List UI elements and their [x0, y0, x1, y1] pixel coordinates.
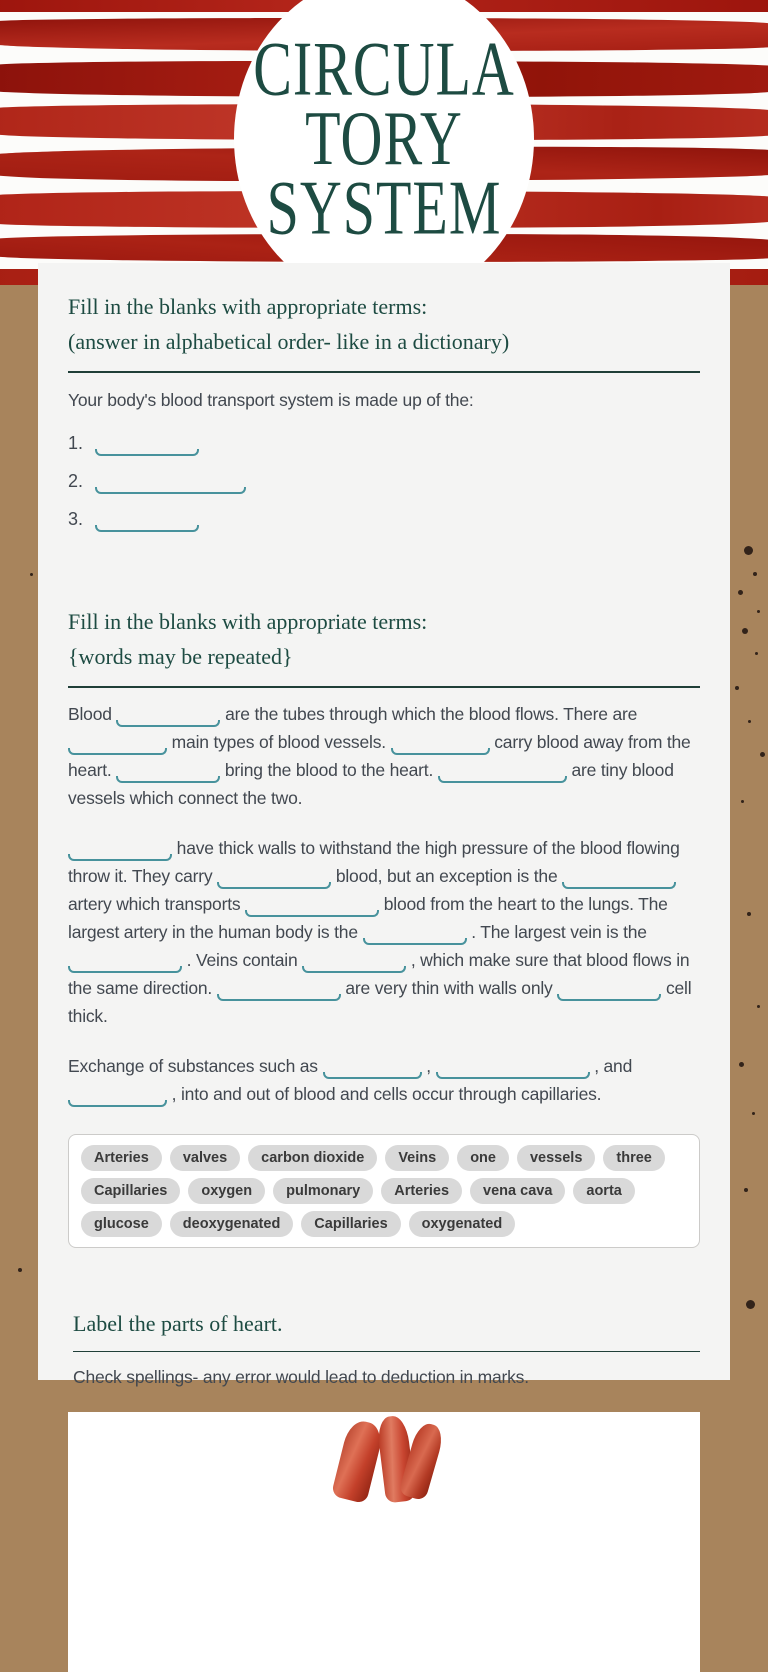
- section-label-heart: [68, 1306, 700, 1672]
- paper-speck: [753, 572, 757, 576]
- fill-blank-input[interactable]: [95, 525, 199, 532]
- fill-blank-input[interactable]: [438, 776, 567, 783]
- page-title: [184, 24, 584, 252]
- word-chip[interactable]: oxygenated: [409, 1211, 516, 1237]
- heart-image: [68, 1412, 700, 1672]
- word-chip[interactable]: vena cava: [470, 1178, 565, 1204]
- page-title-line: SYSTEM: [266, 163, 502, 252]
- word-chip[interactable]: vessels: [517, 1145, 595, 1171]
- gapfill-paragraph: Exchange of substances such as , , and , into and out of blood and cells occur through capillaries.: [68, 1052, 700, 1108]
- section-divider: [68, 686, 700, 688]
- paper-speck: [752, 1112, 755, 1115]
- fill-blank-input[interactable]: [436, 1072, 590, 1079]
- fill-blank-input[interactable]: [68, 966, 182, 973]
- section-divider: [68, 371, 700, 373]
- fill-blank-input[interactable]: [116, 720, 220, 727]
- paper-speck: [30, 573, 33, 576]
- fill-blank-input[interactable]: [245, 910, 379, 917]
- page-title-line: TORY: [305, 94, 463, 182]
- word-chip[interactable]: carbon dioxide: [248, 1145, 377, 1171]
- fill-blank-input[interactable]: [95, 487, 246, 494]
- fill-blank-input[interactable]: [363, 938, 467, 945]
- spelling-note: Check spellings- any error would lead to deduction in marks.: [73, 1367, 529, 1387]
- paper-speck: [746, 1300, 755, 1309]
- fill-blank-input[interactable]: [391, 748, 490, 755]
- word-chip[interactable]: valves: [170, 1145, 240, 1171]
- word-chip[interactable]: three: [603, 1145, 664, 1171]
- paper-speck: [748, 720, 751, 723]
- numbered-blank-list: [68, 424, 700, 538]
- word-chip[interactable]: oxygen: [188, 1178, 265, 1204]
- paper-speck: [742, 628, 748, 634]
- paper-speck: [747, 912, 751, 916]
- fill-blank-input[interactable]: [562, 882, 676, 889]
- fill-blank-input[interactable]: [95, 449, 199, 456]
- fill-blank-input[interactable]: [323, 1072, 422, 1079]
- word-chip[interactable]: Capillaries: [301, 1211, 400, 1237]
- section-fill-blanks-1: [68, 289, 700, 538]
- paper-speck: [738, 590, 743, 595]
- fill-blank-input[interactable]: [302, 966, 406, 973]
- section-fill-blanks-2: [68, 604, 700, 1248]
- word-chip[interactable]: Arteries: [381, 1178, 462, 1204]
- page-title-line: CIRCULA: [253, 24, 515, 112]
- banner: [0, 0, 768, 285]
- fill-blank-input[interactable]: [68, 854, 172, 861]
- section-subheading: (answer in alphabetical order- like in a dictionary): [68, 329, 510, 354]
- heart-vessel-illustration: [331, 1418, 385, 1504]
- section-heading: Label the parts of heart.: [73, 1311, 283, 1336]
- paper-speck: [757, 1005, 760, 1008]
- paper-speck: [744, 1188, 748, 1192]
- word-chip[interactable]: deoxygenated: [170, 1211, 294, 1237]
- fill-blank-input[interactable]: [217, 882, 331, 889]
- worksheet-card: [38, 263, 730, 1387]
- fill-blank-input[interactable]: [116, 776, 220, 783]
- list-number: 3.: [68, 509, 84, 529]
- section-heading: [68, 289, 700, 359]
- list-item: [68, 424, 700, 462]
- list-item: [68, 462, 700, 500]
- section-divider: [73, 1351, 700, 1352]
- word-chip[interactable]: Capillaries: [81, 1178, 180, 1204]
- word-chip[interactable]: glucose: [81, 1211, 162, 1237]
- section-subheading: {words may be repeated}: [68, 644, 293, 669]
- paper-speck: [757, 610, 760, 613]
- paper-speck: [739, 1062, 744, 1067]
- paper-speck: [735, 686, 739, 690]
- word-chip[interactable]: aorta: [573, 1178, 634, 1204]
- list-item: [68, 500, 700, 538]
- paper-speck: [760, 752, 765, 757]
- paper-speck: [755, 652, 758, 655]
- fill-blank-input[interactable]: [217, 994, 341, 1001]
- fill-blank-input[interactable]: [68, 748, 167, 755]
- word-chip[interactable]: Veins: [385, 1145, 449, 1171]
- fill-blank-input[interactable]: [68, 1100, 167, 1107]
- gapfill-paragraph: have thick walls to withstand the high pressure of the blood flowing throw it. They carry blood, but an exception is the artery which transports blood from the heart to the lungs. The largest artery in the human body is the . The largest vein is the . Veins contain , which make sure that blood flows in the same direction. are very thin with walls only cell thick.: [68, 838, 692, 1026]
- paper-speck: [18, 1268, 22, 1272]
- gapfill-paragraph: Blood are the tubes through which the blood flows. There are main types of blood vessels. carry blood away from the heart. bring the blood to the heart. are tiny blood vessels which connect the two.: [68, 704, 691, 808]
- section-heading-line: Fill in the blanks with appropriate terms:: [68, 609, 428, 634]
- list-number: 1.: [68, 433, 84, 453]
- word-bank: [68, 1134, 700, 1248]
- paper-speck: [741, 800, 744, 803]
- word-chip[interactable]: pulmonary: [273, 1178, 373, 1204]
- question-intro: Your body's blood transport system is made up of the:: [68, 390, 474, 410]
- word-chip[interactable]: Arteries: [81, 1145, 162, 1171]
- list-number: 2.: [68, 471, 84, 491]
- section-heading: [68, 604, 700, 674]
- section-heading-line: Fill in the blanks with appropriate terms:: [68, 294, 428, 319]
- paper-speck: [744, 546, 753, 555]
- word-chip[interactable]: one: [457, 1145, 509, 1171]
- fill-blank-input[interactable]: [557, 994, 661, 1001]
